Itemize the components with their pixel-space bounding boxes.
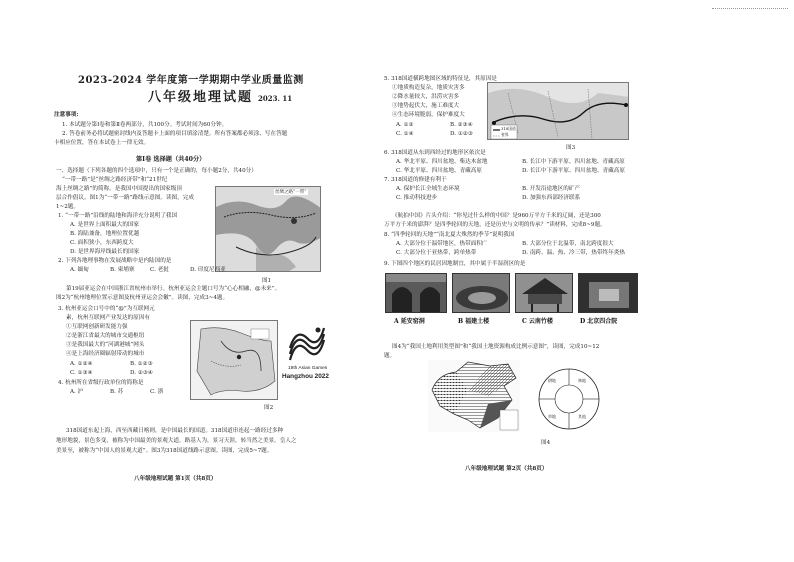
q7-option: A. 保护长江全域生态环境 [396, 186, 460, 192]
q2-option: C. 老挝 [150, 267, 169, 273]
q1-option: D. 是世界海岸线最长的国家 [70, 249, 140, 255]
q6-stem: 6. 318国道从东到西经过的地形区依次是 [384, 150, 486, 156]
fig3-legend-route: 318国道 [501, 126, 516, 131]
q2-option: A. 缅甸 [70, 267, 89, 273]
figure-1-belt-road-map [215, 186, 321, 272]
q1-option: A. 是世界上面积最大的国家 [70, 222, 140, 228]
photo-beijing-siheyuan [578, 273, 638, 313]
section1-instruction: 一、选择题（下列各题的四个选项中，只有一个是正确的，每小题2分，共40分） [56, 168, 257, 174]
q9-stem: 9. 下图四个地区的民居因地制宜，其中属于半湿润区的是 [384, 261, 526, 267]
cave-dwelling-image [386, 274, 447, 313]
q7-option: D. 加强东西部经济联系 [522, 195, 581, 201]
q3-option: D. ②③④ [130, 370, 153, 376]
land-use-map-graphic [428, 360, 520, 432]
q6-option: B. 长江中下游平原、四川盆地、青藏高原 [522, 159, 625, 165]
passage4-line: 万平方千米的澎湃？是四季轮回的天地，还是历史与文明的传承？”读材料，完成8~9题。 [384, 222, 606, 228]
q4-stem: 4. 杭州所在省级行政单位的简称是 [58, 380, 144, 386]
games-name: 19th Asian Games [288, 366, 328, 371]
fig1-caption: 图1 [262, 278, 272, 284]
q5-item: ①地质构造复杂，地质灾害多 [392, 85, 465, 91]
q1-stem: 1. “一带一路”沿线的陆地和海洋充分说明了我国 [58, 213, 178, 219]
q5-item: ④生态环境脆弱，保护难度大 [392, 112, 465, 118]
intro-line: 1~2题。 [56, 204, 79, 210]
photo-yunnan-bamboo-house [515, 273, 573, 313]
fig4-caption: 图4 [541, 440, 551, 446]
q4-option: C. 浙 [150, 389, 164, 395]
notes-item2-cont: 卡相应位置，答在本试卷上一律无效。 [54, 140, 150, 146]
title-line1: 2023-2024 学年度第一学期期中学业质量监测 [78, 75, 304, 86]
photo-label: D 北京四合院 [580, 318, 618, 325]
q8-option: B. 大部分位于北温带，南北跨度很大 [522, 241, 614, 247]
q3-stem-cont: 素，杭州互联网产业发达的原因有 [66, 315, 150, 321]
land-ratio-pie-graphic [536, 366, 602, 432]
q5-stem: 5. 318国道横跨地图区域的特征是，其原因是 [384, 76, 497, 82]
q8-option: C. 大部分位于亚热带，跨单热带 [396, 250, 477, 256]
photo-fujian-tulou [452, 273, 510, 313]
notes-heading: 注意事项: [54, 112, 79, 118]
footer-right: 八年级地理试题 第2页（共8页） [465, 466, 548, 472]
q7-option: B. 开发沿途地区的矿产 [522, 186, 581, 192]
passage5-line: 题。 [384, 353, 396, 359]
belt-road-map-graphic [216, 187, 321, 272]
asian-games-emblem [284, 324, 330, 364]
q5-option: C. ①④ [396, 131, 414, 137]
q5-option: B. ②③④ [450, 122, 473, 128]
photo-label: A 延安窑洞 [394, 318, 425, 325]
photo-yanan-cave [385, 273, 447, 313]
fig3-legend-border: 省界 [501, 132, 509, 137]
intro-line: “一带一路”是“丝绸之路经济带”和“21世纪 [62, 177, 168, 183]
q3-option: C. ①③④ [70, 370, 93, 376]
q3-option: B. ①②③ [130, 361, 153, 367]
passage5-line: 图4为“我国土地利用类型图”和“我国土地资源构成比例示意图”，读图，完成10~12 [392, 344, 600, 350]
passage2-line: 第19届亚运会在中国浙江省杭州市举行。杭州亚运会主题口号为“心心相融，@未来”。 [66, 286, 281, 292]
asian-games-emblem-icon [284, 324, 330, 364]
notes-item1: 1. 本试题分第Ⅰ卷和第Ⅱ卷两部分，共100分。考试时间为60分钟。 [62, 122, 228, 128]
tulou-image [453, 274, 510, 313]
q3-stem: 3. 杭州亚运会口号中的“@”为互联网元 [58, 306, 155, 312]
scan-dots [712, 8, 788, 10]
pie-label: 其他 [578, 414, 586, 419]
q6-option: D. 长江中下游平原、四川盆地、青藏高原 [522, 168, 625, 174]
q3-item: ②是浙江省最大的城市交通枢纽 [66, 333, 145, 339]
games-city: Hangzhou 2022 [282, 373, 329, 380]
figure-2-hangzhou-map [190, 320, 278, 400]
q7-option: C. 推动科技进步 [396, 195, 438, 201]
figure-3-route-318-map [487, 82, 629, 140]
q2-option: D. 印度尼西亚 [190, 267, 226, 273]
q8-stem: 8. “四季轮回的天地”“南北夏大殊然的季节”说明我国 [384, 232, 515, 238]
hangzhou-map-graphic [191, 321, 278, 400]
q4-option: A. 沪 [70, 389, 84, 395]
q1-option: C. 面积狭小，东西跨度大 [70, 240, 134, 246]
exam-date: 2023. 11 [258, 94, 293, 103]
intro-line: 层合作倡议。图1为“一带一路”路线示意图。读图，完成 [56, 195, 194, 201]
q5-item: ③地势起伏大，施工难度大 [392, 103, 460, 109]
fig3-caption: 图3 [566, 145, 576, 151]
q2-stem: 2. 下列各地理事物在发展战略中是内陆国的是 [58, 258, 172, 264]
notes-item2: 2. 答卷前务必将试题密封线内及答题卡上面的项目填涂清楚。所有答案都必须涂、写在答题 [62, 131, 288, 137]
q1-option: B. 海陆兼备，地理位置优越 [70, 231, 140, 237]
bamboo-house-image [516, 274, 573, 313]
fig1-label: 丝绸之路“一带” [275, 190, 307, 195]
pie-label: 耕地 [548, 378, 556, 383]
q5-option: A. ①② [396, 122, 414, 128]
pie-label: 草地 [548, 414, 556, 419]
q2-option: B. 柬埔寨 [110, 267, 135, 273]
figure-4-land-ratio-pie [536, 366, 602, 432]
q3-option: A. ①②④ [70, 361, 93, 367]
q5-item: ②降水量较大，洪涝灾害多 [392, 94, 460, 100]
q8-option: A. 大部分位于温带地区，热带面积广 [396, 241, 488, 247]
passage4-line: 《航拍中国》片头介绍：“你见过什么样的中国？是960万平方千米的辽阔，还是300 [392, 213, 601, 219]
passage2-line: 图2为“杭州地理位置示意图及杭州亚运会会徽”。读图，完成3~4题。 [56, 295, 229, 301]
q3-item: ①互联网创新研发能力强 [66, 324, 128, 330]
q5-option: D. ①②③ [450, 131, 473, 137]
intro-line: 海上丝绸之路”的简称。是我国中国提出的国家级顶 [56, 186, 182, 192]
q3-item: ④是上海经济圈辐射带动的城市 [66, 351, 145, 357]
fig2-caption: 图2 [264, 405, 274, 411]
q6-option: C. 华北平原、四川盆地、青藏高原 [396, 168, 482, 174]
photo-label: C 云南竹楼 [522, 318, 553, 325]
pie-label: 林地 [578, 378, 586, 383]
page-title: 八年级地理试题 [148, 90, 254, 105]
q3-item: ③是我国最大的“河湖港城”网头 [66, 342, 145, 348]
q6-option: A. 华北平原、四川盆地、柴达木盆地 [396, 159, 488, 165]
section1-title: 第Ⅰ卷 选择题（共40分） [136, 156, 206, 163]
passage3-line: 美景至，被称为“中国人的景观大道”。图3为318国道线路示意图。读图，完成5~7题。 [56, 448, 273, 454]
figure-4-land-use-map [428, 360, 520, 432]
footer-left: 八年级地理试题 第1页（共8页） [134, 476, 217, 482]
q4-option: B. 苏 [110, 389, 124, 395]
siheyuan-image [579, 274, 638, 313]
photo-label: B 福建土楼 [458, 318, 490, 325]
q8-option: D. 南跨、温、热、冷三带，热带终年炎热 [522, 250, 625, 256]
passage3-line: 318国道东起上海，西至西藏日喀则，是中国最长的国道。318国道串连起一路经过多种 [66, 428, 284, 434]
passage3-line: 地形地貌，景色多变，被称为中国最美的景观大道。路基人为，景习天涯，转当然之美景。皇人之 [56, 438, 297, 444]
q7-stem: 7. 318国道的修建有利于 [384, 177, 447, 183]
